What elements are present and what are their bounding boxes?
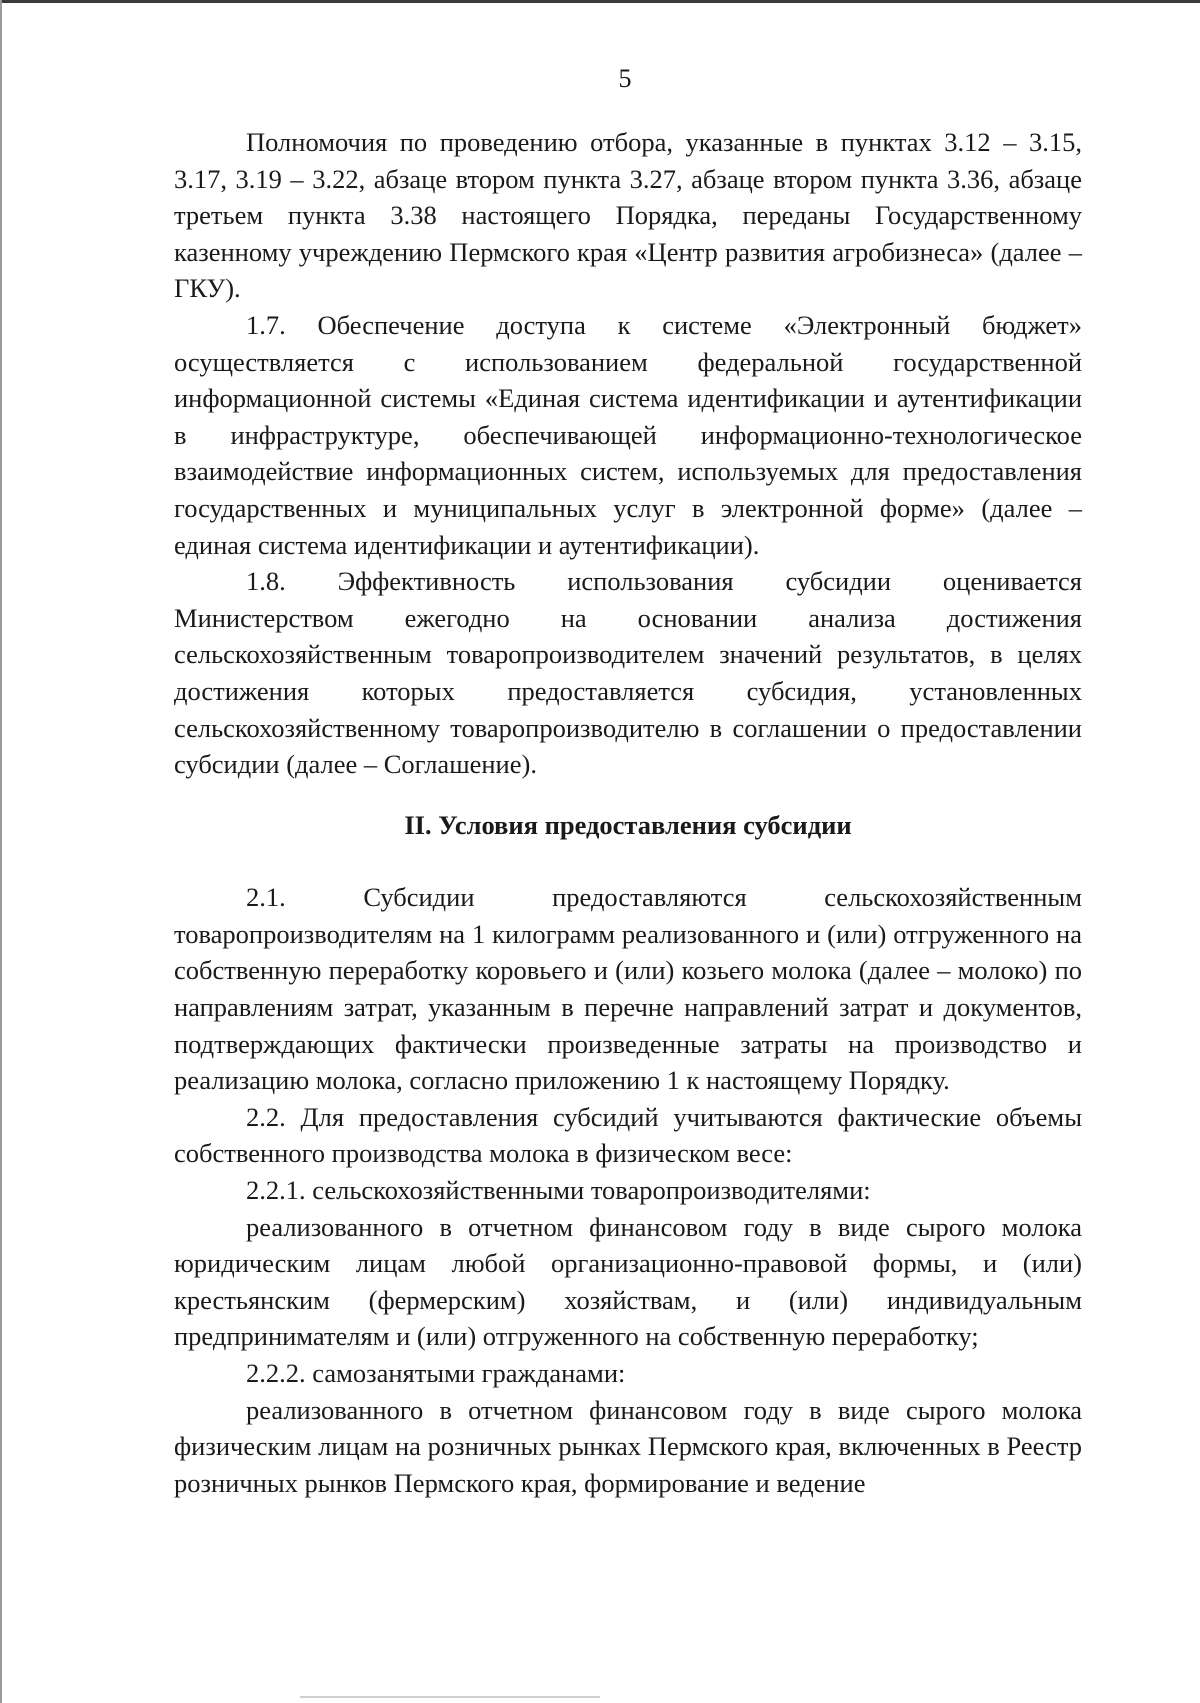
scan-edge-top	[0, 0, 1200, 3]
section-heading: II. Условия предоставления субсидии	[404, 809, 852, 840]
paragraph-2-2-1-text: реализованного в отчетном финансовом году в виде сырого молока юридическим лицам любой организационно-правовой формы, и (или) крестьянским (фермерским) хозяйствам, и (или) индивидуальным предпринимателям и (или) отгруженного на собственную переработку;	[174, 1211, 1082, 1352]
paragraph-authority-transfer: Полномочия по проведению отбора, указанные в пунктах 3.12 – 3.15, 3.17, 3.19 – 3.22, абзаце втором пункта 3.27, абзаце втором пункта 3.36, абзаце третьем пункта 3.38 настоящего Порядка, переданы Государственному казенному учреждению Пермского края «Центр развития агробизнеса» (далее – ГКУ).	[174, 127, 1082, 304]
scan-noise	[300, 1696, 600, 1698]
paragraph-2-1: 2.1. Субсидии предоставляются сельскохозяйственным товаропроизводителям на 1 килограмм реализованного и (или) отгруженного на собственную переработку коровьего и (или) козьего молока (далее – молоко) по направлениям затрат, указанным в перечне направлений затрат и документов, подтверждающих фактически произведенные затраты на производство и реализацию молока, согласно приложению 1 к настоящему Порядку.	[174, 882, 1082, 1096]
paragraph-2-2-2-text: реализованного в отчетном финансовом году в виде сырого молока физическим лицам на розничных рынках Пермского края, включенных в Реестр розничных рынков Пермского края, формирование и ведение	[174, 1394, 1082, 1498]
paragraph-1-8: 1.8. Эффективность использования субсидии оценивается Министерством ежегодно на основании анализа достижения сельскохозяйственным товаропроизводителем значений результатов, в целях достижения которых предоставляется субсидия, установленных сельскохозяйственному товаропроизводителю в соглашении о предоставлении субсидии (далее – Соглашение).	[174, 566, 1082, 780]
paragraph-2-2-1: 2.2.1. сельскохозяйственными товаропроизводителями:	[246, 1175, 871, 1206]
scan-edge-left	[0, 0, 2, 1703]
paragraph-2-2-2: 2.2.2. самозанятыми гражданами:	[246, 1358, 626, 1388]
document-body	[174, 124, 1082, 1501]
paragraph-1-7: 1.7. Обеспечение доступа к системе «Электронный бюджет» осуществляется с использованием федеральной государственной информационной системы «Единая система идентификации и аутентификации в инфраструктуре, обеспечивающей информационно-технологическое взаимодействие информационных систем, используемых для предоставления государственных и муниципальных услуг в электронной форме» (далее – единая система идентификации и аутентификации).	[174, 309, 1082, 560]
page-number: 5	[618, 64, 632, 93]
paragraph-2-2: 2.2. Для предоставления субсидий учитываются фактические объемы собственного производства молока в физическом весе:	[174, 1101, 1082, 1169]
